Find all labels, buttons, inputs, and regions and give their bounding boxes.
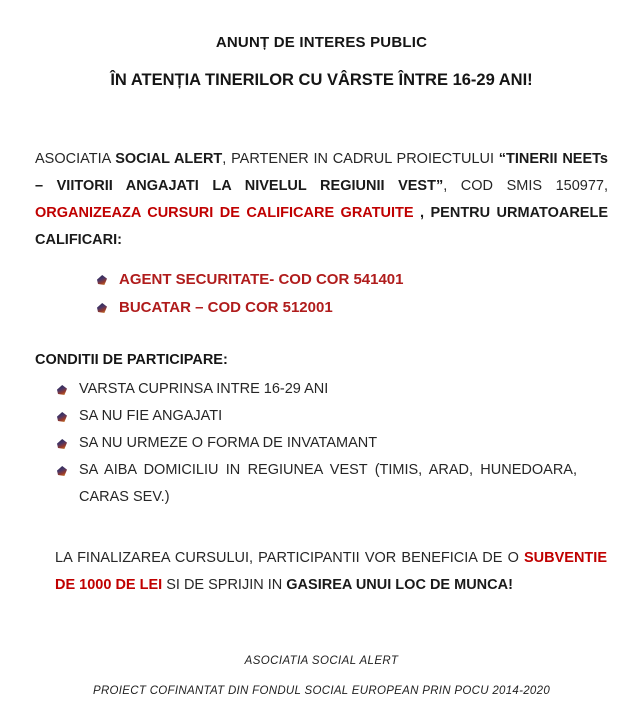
bullet-icon <box>57 466 67 476</box>
closing-text: LA FINALIZAREA CURSULUI, PARTICIPANTII VOR BENEFICIA DE O <box>55 550 524 566</box>
list-item <box>95 294 608 322</box>
page-subtitle: ÎN ATENȚIA TINERILOR CU VÂRSTE ÎNTRE 16-29 ANI! <box>110 71 533 89</box>
intro-paragraph <box>35 146 608 254</box>
intro-text: , PARTENER IN CADRUL PROIECTULUI <box>222 151 499 167</box>
condition-label: VARSTA CUPRINSA INTRE 16-29 ANI <box>79 381 329 397</box>
page-title: ANUNȚ DE INTERES PUBLIC <box>215 34 428 51</box>
job-highlight: GASIREA UNUI LOC DE MUNCA <box>286 577 509 593</box>
org-name: SOCIAL ALERT <box>115 151 223 167</box>
bullet-icon <box>97 303 107 313</box>
closing-paragraph <box>55 545 607 599</box>
bullet-icon <box>57 385 67 395</box>
intro-text: ASOCIATIA <box>35 151 116 167</box>
qualification-label: AGENT SECURITATE- COD COR 541401 <box>119 271 404 288</box>
list-item <box>95 266 608 294</box>
qualification-list <box>95 266 608 322</box>
condition-label: SA AIBA DOMICILIU IN REGIUNEA VEST (TIMIS, ARAD, HUNEDOARA, CARAS SEV.) <box>79 462 577 505</box>
conditions-heading: CONDITII DE PARTICIPARE: <box>35 352 228 368</box>
project-code: , COD SMIS 150977, <box>443 178 609 194</box>
intro-text: , PENTRU URMATOARELE CALIFICARI: <box>35 205 608 248</box>
free-courses-highlight: ORGANIZEAZA CURSURI DE CALIFICARE GRATUITE <box>35 205 414 221</box>
list-item <box>55 457 577 511</box>
list-item <box>55 376 577 403</box>
list-item <box>55 430 577 457</box>
footer-funding: PROIECT COFINANTAT DIN FONDUL SOCIAL EUROPEAN PRIN POCU 2014-2020 <box>92 685 551 697</box>
closing-exclamation: ! <box>508 577 513 593</box>
bullet-icon <box>57 439 67 449</box>
bullet-icon <box>97 275 107 285</box>
project-name: “TINERII NEETs – VIITORII ANGAJATI LA NIVELUL REGIUNII VEST” <box>35 151 608 194</box>
bullet-icon <box>57 412 67 422</box>
qualification-label: BUCATAR – COD COR 512001 <box>119 299 333 316</box>
condition-label: SA NU URMEZE O FORMA DE INVATAMANT <box>79 435 378 451</box>
conditions-list <box>55 376 577 511</box>
list-item <box>55 403 577 430</box>
footer-org: ASOCIATIA SOCIAL ALERT <box>244 655 399 667</box>
subsidy-highlight: SUBVENTIE DE 1000 DE LEI <box>55 550 607 593</box>
condition-label: SA NU FIE ANGAJATI <box>79 408 223 424</box>
closing-text: SI DE SPRIJIN IN <box>162 577 287 593</box>
